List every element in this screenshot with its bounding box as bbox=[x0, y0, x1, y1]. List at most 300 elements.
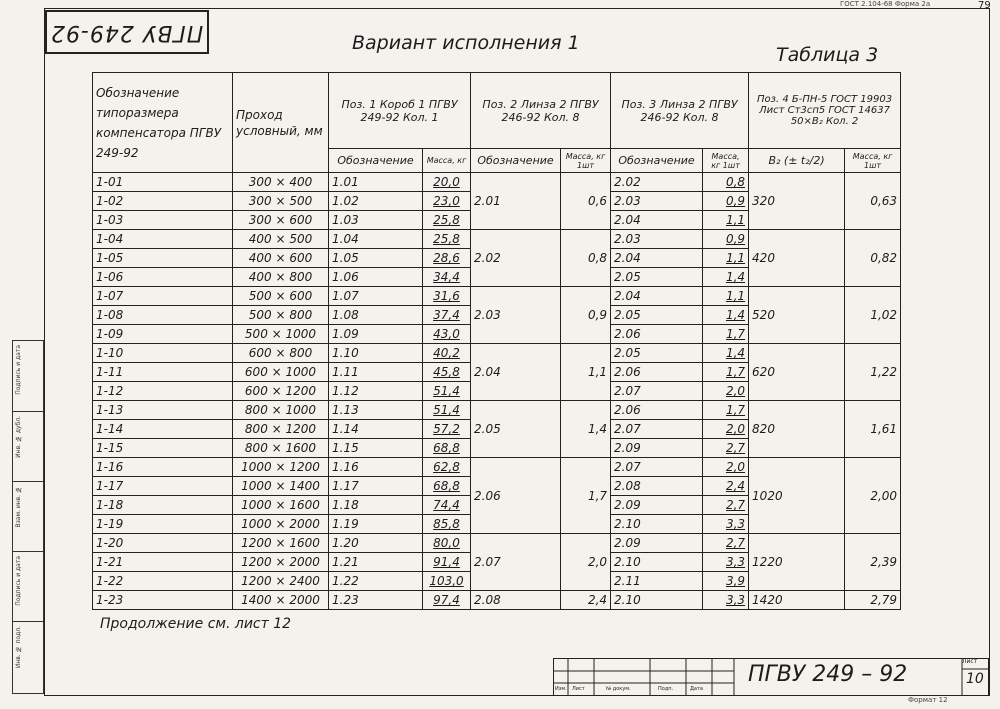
cell-pos1-mass-text: 20,0 bbox=[433, 175, 460, 189]
cell-pos1-designation bbox=[329, 382, 423, 401]
cell-pos4-mass bbox=[845, 534, 901, 591]
cell-dn-text: 1000 × 2000 bbox=[241, 517, 320, 531]
title-block-doc: ПГВУ 249 – 92 bbox=[748, 662, 908, 687]
cell-pos1-designation bbox=[329, 496, 423, 515]
cell-dn bbox=[233, 230, 329, 249]
cell-pos1-designation-text: 1.13 bbox=[332, 403, 359, 417]
cell-pos2-mass-text: 1,4 bbox=[587, 422, 608, 436]
cell-pos4-mass-text: 1,61 bbox=[870, 422, 898, 436]
cell-pos3-mass bbox=[703, 420, 749, 439]
cell-pos1-designation bbox=[329, 325, 423, 344]
cell-pos2-designation bbox=[471, 287, 561, 344]
cell-dn bbox=[233, 439, 329, 458]
cell-type-text: 1-16 bbox=[96, 460, 124, 474]
cell-pos3-mass-text: 1,4 bbox=[725, 270, 746, 284]
cell-pos3-mass-text: 1,1 bbox=[725, 251, 746, 265]
cell-type bbox=[93, 534, 233, 553]
cell-pos2-designation-text: 2.07 bbox=[474, 555, 501, 569]
cell-dn-text: 500 × 600 bbox=[248, 289, 313, 303]
sub-header-designation: Обозначение bbox=[611, 149, 703, 173]
cell-pos1-designation bbox=[329, 211, 423, 230]
cell-pos2-mass bbox=[561, 344, 611, 401]
cell-pos2-designation-text: 2.08 bbox=[474, 593, 501, 607]
page-corner-number: 79 bbox=[978, 0, 991, 11]
cell-type bbox=[93, 268, 233, 287]
sidebar-label: Инв. № подл. bbox=[15, 626, 22, 669]
table-row bbox=[93, 173, 901, 192]
cell-pos3-designation-text: 2.05 bbox=[614, 346, 641, 360]
cell-pos1-designation bbox=[329, 249, 423, 268]
cell-pos3-mass bbox=[703, 515, 749, 534]
cell-pos1-mass-text: 40,2 bbox=[433, 346, 460, 360]
cell-pos3-designation bbox=[611, 344, 703, 363]
cell-pos3-mass bbox=[703, 344, 749, 363]
cell-dn bbox=[233, 211, 329, 230]
table-row bbox=[93, 591, 901, 610]
cell-pos1-mass-text: 25,8 bbox=[433, 232, 460, 246]
cell-dn-text: 500 × 800 bbox=[248, 308, 313, 322]
cell-pos3-designation-text: 2.07 bbox=[614, 384, 641, 398]
cell-pos1-designation-text: 1.15 bbox=[332, 441, 359, 455]
spec-table-body bbox=[93, 173, 901, 610]
col-header-dn: Проход условный, мм bbox=[233, 73, 329, 173]
cell-pos1-mass-text: 37,4 bbox=[433, 308, 460, 322]
col-header-pos2: Поз. 2 Линза 2 ПГВУ 246-92 Кол. 8 bbox=[471, 73, 611, 149]
cell-pos3-designation bbox=[611, 591, 703, 610]
cell-pos1-mass-text: 62,8 bbox=[433, 460, 460, 474]
cell-dn-text: 1200 × 2400 bbox=[241, 574, 320, 588]
cell-pos1-mass-text: 51,4 bbox=[433, 403, 460, 417]
cell-pos2-designation bbox=[471, 458, 561, 534]
cell-pos2-designation bbox=[471, 401, 561, 458]
cell-pos4-b2-text: 320 bbox=[752, 194, 775, 208]
cell-type-text: 1-19 bbox=[96, 517, 124, 531]
cell-dn bbox=[233, 420, 329, 439]
cell-dn bbox=[233, 382, 329, 401]
cell-pos2-designation-text: 2.03 bbox=[474, 308, 501, 322]
cell-pos1-designation-text: 1.11 bbox=[332, 365, 359, 379]
cell-dn-text: 300 × 500 bbox=[248, 194, 313, 208]
cell-pos1-designation bbox=[329, 420, 423, 439]
cell-pos1-designation bbox=[329, 192, 423, 211]
cell-pos3-designation-text: 2.09 bbox=[614, 498, 641, 512]
cell-pos1-mass bbox=[423, 458, 471, 477]
cell-pos2-mass bbox=[561, 591, 611, 610]
cell-pos1-mass-text: 85,8 bbox=[433, 517, 460, 531]
cell-pos1-mass bbox=[423, 192, 471, 211]
cell-type-text: 1-01 bbox=[96, 175, 124, 189]
cell-pos2-mass-text: 0,6 bbox=[587, 194, 608, 208]
sub-header-mass: Масса, кг 1шт bbox=[703, 149, 749, 173]
cell-pos1-mass-text: 45,8 bbox=[433, 365, 460, 379]
cell-pos3-mass bbox=[703, 268, 749, 287]
cell-pos3-mass-text: 1,7 bbox=[725, 365, 746, 379]
cell-pos1-mass-text: 68,8 bbox=[433, 479, 460, 493]
cell-dn bbox=[233, 363, 329, 382]
cell-pos1-mass bbox=[423, 287, 471, 306]
cell-dn bbox=[233, 325, 329, 344]
cell-pos4-mass-text: 2,00 bbox=[870, 488, 898, 503]
cell-pos1-designation-text: 1.12 bbox=[332, 384, 359, 398]
cell-pos3-mass-text: 3,9 bbox=[725, 574, 746, 588]
cell-pos1-designation bbox=[329, 439, 423, 458]
cell-pos3-designation bbox=[611, 325, 703, 344]
cell-pos3-designation-text: 2.02 bbox=[614, 175, 641, 189]
cell-pos3-mass bbox=[703, 382, 749, 401]
cell-type bbox=[93, 401, 233, 420]
cell-pos1-designation-text: 1.07 bbox=[332, 289, 359, 303]
cell-pos1-mass bbox=[423, 496, 471, 515]
cell-pos3-mass-text: 2,7 bbox=[725, 498, 746, 512]
cell-pos3-mass-text: 2,7 bbox=[725, 441, 746, 455]
cell-pos1-mass-text: 74,4 bbox=[433, 498, 460, 512]
cell-pos1-designation-text: 1.23 bbox=[332, 593, 359, 607]
cell-pos3-designation bbox=[611, 230, 703, 249]
cell-pos2-designation bbox=[471, 534, 561, 591]
cell-pos1-mass-text: 57,2 bbox=[433, 422, 460, 436]
cell-type-text: 1-15 bbox=[96, 441, 124, 455]
cell-pos4-b2-text: 1020 bbox=[752, 488, 783, 503]
cell-type-text: 1-10 bbox=[96, 346, 124, 360]
cell-pos1-designation-text: 1.09 bbox=[332, 327, 359, 341]
cell-dn-text: 800 × 1600 bbox=[244, 441, 317, 455]
table-row bbox=[93, 344, 901, 363]
cell-pos3-designation bbox=[611, 458, 703, 477]
cell-dn bbox=[233, 553, 329, 572]
cell-pos2-mass-text: 1,1 bbox=[587, 365, 608, 379]
cell-pos1-designation bbox=[329, 401, 423, 420]
cell-pos4-b2 bbox=[749, 287, 845, 344]
cell-dn-text: 1200 × 2000 bbox=[241, 555, 320, 569]
cell-pos1-designation bbox=[329, 344, 423, 363]
cell-pos2-mass-text: 0,9 bbox=[587, 308, 608, 322]
cell-type-text: 1-22 bbox=[96, 574, 124, 588]
cell-pos1-mass-text: 80,0 bbox=[433, 536, 460, 550]
cell-pos3-designation-text: 2.09 bbox=[614, 441, 641, 455]
cell-pos3-mass-text: 0,9 bbox=[725, 232, 746, 246]
cell-pos4-mass bbox=[845, 458, 901, 534]
cell-pos2-mass-text: 2,0 bbox=[587, 555, 608, 569]
variant-title: Вариант исполнения 1 bbox=[352, 32, 580, 54]
cell-type bbox=[93, 439, 233, 458]
cell-type-text: 1-12 bbox=[96, 384, 124, 398]
cell-pos2-designation-text: 2.06 bbox=[474, 488, 501, 503]
cell-type-text: 1-03 bbox=[96, 213, 124, 227]
sub-header-designation: Обозначение bbox=[329, 149, 423, 173]
cell-pos1-designation-text: 1.14 bbox=[332, 422, 359, 436]
cell-pos3-mass bbox=[703, 306, 749, 325]
cell-type bbox=[93, 306, 233, 325]
cell-pos3-designation-text: 2.07 bbox=[614, 460, 641, 474]
cell-pos3-mass-text: 3,3 bbox=[725, 593, 746, 607]
cell-pos1-mass-text: 31,6 bbox=[433, 289, 460, 303]
cell-type bbox=[93, 572, 233, 591]
cell-pos1-mass bbox=[423, 173, 471, 192]
cell-pos1-mass bbox=[423, 344, 471, 363]
col-header-designation: Обозначение типоразмера компенсатора ПГВУ 249-92 bbox=[93, 73, 233, 173]
title-block-sheet-number: 10 bbox=[966, 671, 984, 687]
tb-col-label: Изм. bbox=[555, 686, 567, 692]
cell-type bbox=[93, 591, 233, 610]
cell-pos1-designation-text: 1.21 bbox=[332, 555, 359, 569]
cell-dn-text: 800 × 1000 bbox=[244, 403, 317, 417]
cell-pos1-designation bbox=[329, 173, 423, 192]
cell-pos3-designation bbox=[611, 173, 703, 192]
cell-type-text: 1-18 bbox=[96, 498, 124, 512]
cell-type bbox=[93, 477, 233, 496]
cell-pos2-designation-text: 2.05 bbox=[474, 422, 501, 436]
cell-pos3-designation-text: 2.04 bbox=[614, 251, 641, 265]
footer-format: Формат 12 bbox=[908, 696, 948, 704]
cell-pos4-mass bbox=[845, 173, 901, 230]
cell-type bbox=[93, 458, 233, 477]
cell-type bbox=[93, 325, 233, 344]
cell-pos3-mass bbox=[703, 534, 749, 553]
col-header-pos4: Поз. 4 Б-ПН-5 ГОСТ 19903 Лист Ст3сп5 ГОСТ 14637 50×B₂ Кол. 2 bbox=[749, 73, 901, 149]
cell-pos1-mass-text: 91,4 bbox=[433, 555, 460, 569]
cell-pos3-mass bbox=[703, 230, 749, 249]
cell-type bbox=[93, 192, 233, 211]
table-row bbox=[93, 458, 901, 477]
cell-dn bbox=[233, 192, 329, 211]
cell-pos3-designation bbox=[611, 477, 703, 496]
header-gost: ГОСТ 2.104-68 Форма 2а bbox=[840, 0, 931, 8]
tb-col-label: Дата bbox=[690, 686, 703, 692]
cell-pos1-mass-text: 103,0 bbox=[429, 574, 464, 588]
cell-pos3-designation bbox=[611, 401, 703, 420]
cell-pos2-designation bbox=[471, 344, 561, 401]
cell-pos4-b2 bbox=[749, 458, 845, 534]
cell-dn bbox=[233, 572, 329, 591]
cell-pos1-designation-text: 1.05 bbox=[332, 251, 359, 265]
cell-pos1-designation-text: 1.08 bbox=[332, 308, 359, 322]
cell-pos3-mass bbox=[703, 287, 749, 306]
cell-pos1-designation bbox=[329, 553, 423, 572]
cell-pos4-b2 bbox=[749, 230, 845, 287]
cell-pos4-b2-text: 520 bbox=[752, 308, 775, 322]
cell-pos2-mass bbox=[561, 534, 611, 591]
cell-pos3-mass bbox=[703, 325, 749, 344]
cell-dn bbox=[233, 287, 329, 306]
cell-dn bbox=[233, 458, 329, 477]
cell-pos3-mass bbox=[703, 211, 749, 230]
cell-dn bbox=[233, 591, 329, 610]
cell-dn-text: 1200 × 1600 bbox=[241, 536, 320, 550]
cell-pos1-mass bbox=[423, 591, 471, 610]
cell-pos3-mass-text: 1,4 bbox=[725, 308, 746, 322]
cell-pos3-mass bbox=[703, 363, 749, 382]
cell-pos3-mass-text: 0,9 bbox=[725, 194, 746, 208]
cell-type bbox=[93, 249, 233, 268]
cell-pos4-mass-text: 2,39 bbox=[870, 555, 898, 569]
cell-pos4-mass-text: 1,02 bbox=[870, 308, 898, 322]
cell-type bbox=[93, 287, 233, 306]
cell-pos2-designation bbox=[471, 591, 561, 610]
cell-dn-text: 1000 × 1400 bbox=[241, 479, 320, 493]
cell-pos3-designation bbox=[611, 534, 703, 553]
cell-dn-text: 300 × 400 bbox=[248, 175, 313, 189]
table-row bbox=[93, 401, 901, 420]
cell-type bbox=[93, 363, 233, 382]
cell-pos3-mass bbox=[703, 572, 749, 591]
table-row bbox=[93, 230, 901, 249]
cell-pos3-mass bbox=[703, 553, 749, 572]
cell-pos1-designation bbox=[329, 363, 423, 382]
cell-pos2-mass bbox=[561, 230, 611, 287]
cell-pos3-designation bbox=[611, 553, 703, 572]
cell-pos1-mass bbox=[423, 382, 471, 401]
cell-pos4-mass-text: 0,63 bbox=[870, 194, 898, 208]
cell-pos1-mass-text: 23,0 bbox=[433, 194, 460, 208]
cell-type-text: 1-09 bbox=[96, 327, 124, 341]
cell-pos1-mass bbox=[423, 401, 471, 420]
cell-pos1-mass bbox=[423, 306, 471, 325]
cell-pos3-designation bbox=[611, 439, 703, 458]
cell-type bbox=[93, 553, 233, 572]
cell-pos3-mass bbox=[703, 591, 749, 610]
cell-pos3-mass bbox=[703, 401, 749, 420]
cell-type-text: 1-17 bbox=[96, 479, 124, 493]
cell-pos3-mass-text: 2,0 bbox=[725, 422, 746, 436]
cell-pos3-designation bbox=[611, 249, 703, 268]
cell-pos3-designation bbox=[611, 572, 703, 591]
cell-pos1-mass-text: 43,0 bbox=[433, 327, 460, 341]
cell-pos3-designation-text: 2.06 bbox=[614, 327, 641, 341]
col-header-pos1: Поз. 1 Короб 1 ПГВУ 249-92 Кол. 1 bbox=[329, 73, 471, 149]
cell-pos1-designation-text: 1.02 bbox=[332, 194, 359, 208]
cell-pos3-mass-text: 1,1 bbox=[725, 289, 746, 303]
cell-pos1-designation-text: 1.17 bbox=[332, 479, 359, 493]
cell-pos3-designation bbox=[611, 420, 703, 439]
cell-pos4-b2-text: 420 bbox=[752, 251, 775, 265]
cell-pos4-mass bbox=[845, 401, 901, 458]
cell-pos3-designation-text: 2.06 bbox=[614, 365, 641, 379]
cell-pos1-mass bbox=[423, 230, 471, 249]
cell-pos3-mass bbox=[703, 439, 749, 458]
col-header-pos3: Поз. 3 Линза 2 ПГВУ 246-92 Кол. 8 bbox=[611, 73, 749, 149]
cell-dn-text: 600 × 1200 bbox=[244, 384, 317, 398]
table-row bbox=[93, 534, 901, 553]
cell-pos1-mass-text: 34,4 bbox=[433, 270, 460, 284]
cell-pos1-designation bbox=[329, 287, 423, 306]
cell-pos3-mass-text: 2,0 bbox=[725, 384, 746, 398]
cell-type bbox=[93, 496, 233, 515]
cell-type bbox=[93, 382, 233, 401]
cell-pos4-b2 bbox=[749, 534, 845, 591]
cell-pos3-designation bbox=[611, 306, 703, 325]
cell-dn bbox=[233, 534, 329, 553]
cell-dn bbox=[233, 173, 329, 192]
cell-type bbox=[93, 515, 233, 534]
cell-type bbox=[93, 420, 233, 439]
cell-pos4-mass bbox=[845, 287, 901, 344]
cell-pos4-mass-text: 0,82 bbox=[870, 251, 898, 265]
cell-pos1-designation bbox=[329, 477, 423, 496]
spec-table-wrapper bbox=[92, 72, 900, 610]
cell-pos3-designation-text: 2.08 bbox=[614, 479, 641, 493]
cell-pos1-designation-text: 1.10 bbox=[332, 346, 359, 360]
cell-pos1-designation-text: 1.04 bbox=[332, 232, 359, 246]
sidebar-cell bbox=[13, 551, 43, 622]
cell-pos3-designation-text: 2.07 bbox=[614, 422, 641, 436]
cell-type-text: 1-13 bbox=[96, 403, 124, 417]
cell-pos3-designation bbox=[611, 363, 703, 382]
cell-type-text: 1-06 bbox=[96, 270, 124, 284]
table-row bbox=[93, 287, 901, 306]
cell-pos3-designation bbox=[611, 496, 703, 515]
document-stamp bbox=[45, 10, 209, 54]
cell-dn-text: 1000 × 1200 bbox=[241, 460, 320, 474]
cell-pos4-b2-text: 820 bbox=[752, 422, 775, 436]
title-block-sheet-label: Лист bbox=[962, 658, 978, 665]
cell-pos1-designation-text: 1.01 bbox=[332, 175, 359, 189]
cell-dn-text: 400 × 800 bbox=[248, 270, 313, 284]
cell-pos3-designation bbox=[611, 211, 703, 230]
cell-type-text: 1-20 bbox=[96, 536, 124, 550]
cell-pos3-mass-text: 3,3 bbox=[725, 517, 746, 531]
cell-type bbox=[93, 344, 233, 363]
cell-pos1-designation bbox=[329, 458, 423, 477]
cell-pos3-designation-text: 2.06 bbox=[614, 403, 641, 417]
cell-pos1-mass bbox=[423, 572, 471, 591]
sidebar-label: Инв. № дубл. bbox=[15, 416, 22, 458]
cell-pos4-b2 bbox=[749, 344, 845, 401]
cell-pos2-designation-text: 2.02 bbox=[474, 251, 501, 265]
cell-pos4-b2 bbox=[749, 591, 845, 610]
cell-pos4-mass bbox=[845, 591, 901, 610]
cell-pos2-mass bbox=[561, 287, 611, 344]
cell-pos3-mass-text: 2,0 bbox=[725, 460, 746, 474]
cell-pos3-mass-text: 3,3 bbox=[725, 555, 746, 569]
cell-pos2-designation-text: 2.04 bbox=[474, 365, 501, 379]
cell-pos3-mass-text: 0,8 bbox=[725, 175, 746, 189]
sub-header-b2: B₂ (± t₂/2) bbox=[749, 149, 845, 173]
cell-pos3-designation-text: 2.03 bbox=[614, 232, 641, 246]
cell-pos1-mass bbox=[423, 553, 471, 572]
sidebar-cell bbox=[13, 481, 43, 552]
cell-pos1-mass bbox=[423, 268, 471, 287]
cell-pos3-mass-text: 1,7 bbox=[725, 327, 746, 341]
cell-pos2-designation bbox=[471, 173, 561, 230]
cell-pos4-b2 bbox=[749, 173, 845, 230]
cell-type-text: 1-07 bbox=[96, 289, 124, 303]
cell-dn bbox=[233, 496, 329, 515]
sub-header-mass: Масса, кг bbox=[423, 149, 471, 173]
cell-pos1-designation-text: 1.06 bbox=[332, 270, 359, 284]
cell-pos1-mass-text: 97,4 bbox=[433, 593, 460, 607]
cell-pos3-designation-text: 2.10 bbox=[614, 593, 641, 607]
cell-pos3-designation-text: 2.03 bbox=[614, 194, 641, 208]
cell-type bbox=[93, 230, 233, 249]
cell-dn-text: 500 × 1000 bbox=[244, 327, 317, 341]
cell-pos3-mass-text: 1,4 bbox=[725, 346, 746, 360]
cell-pos4-mass-text: 1,22 bbox=[870, 365, 898, 379]
cell-dn bbox=[233, 401, 329, 420]
approval-sidebar bbox=[12, 340, 44, 694]
cell-pos1-designation-text: 1.22 bbox=[332, 574, 359, 588]
cell-dn-text: 800 × 1200 bbox=[244, 422, 317, 436]
cell-pos4-mass-text: 2,79 bbox=[870, 593, 898, 607]
cell-type-text: 1-11 bbox=[96, 365, 124, 379]
cell-pos3-mass bbox=[703, 477, 749, 496]
cell-pos2-mass-text: 0,8 bbox=[587, 251, 608, 265]
cell-pos1-mass bbox=[423, 363, 471, 382]
cell-pos3-designation-text: 2.04 bbox=[614, 213, 641, 227]
cell-pos1-mass-text: 68,8 bbox=[433, 441, 460, 455]
tb-col-label: № докум. bbox=[606, 686, 631, 692]
cell-pos2-mass-text: 2,4 bbox=[587, 593, 608, 607]
cell-pos1-mass bbox=[423, 420, 471, 439]
